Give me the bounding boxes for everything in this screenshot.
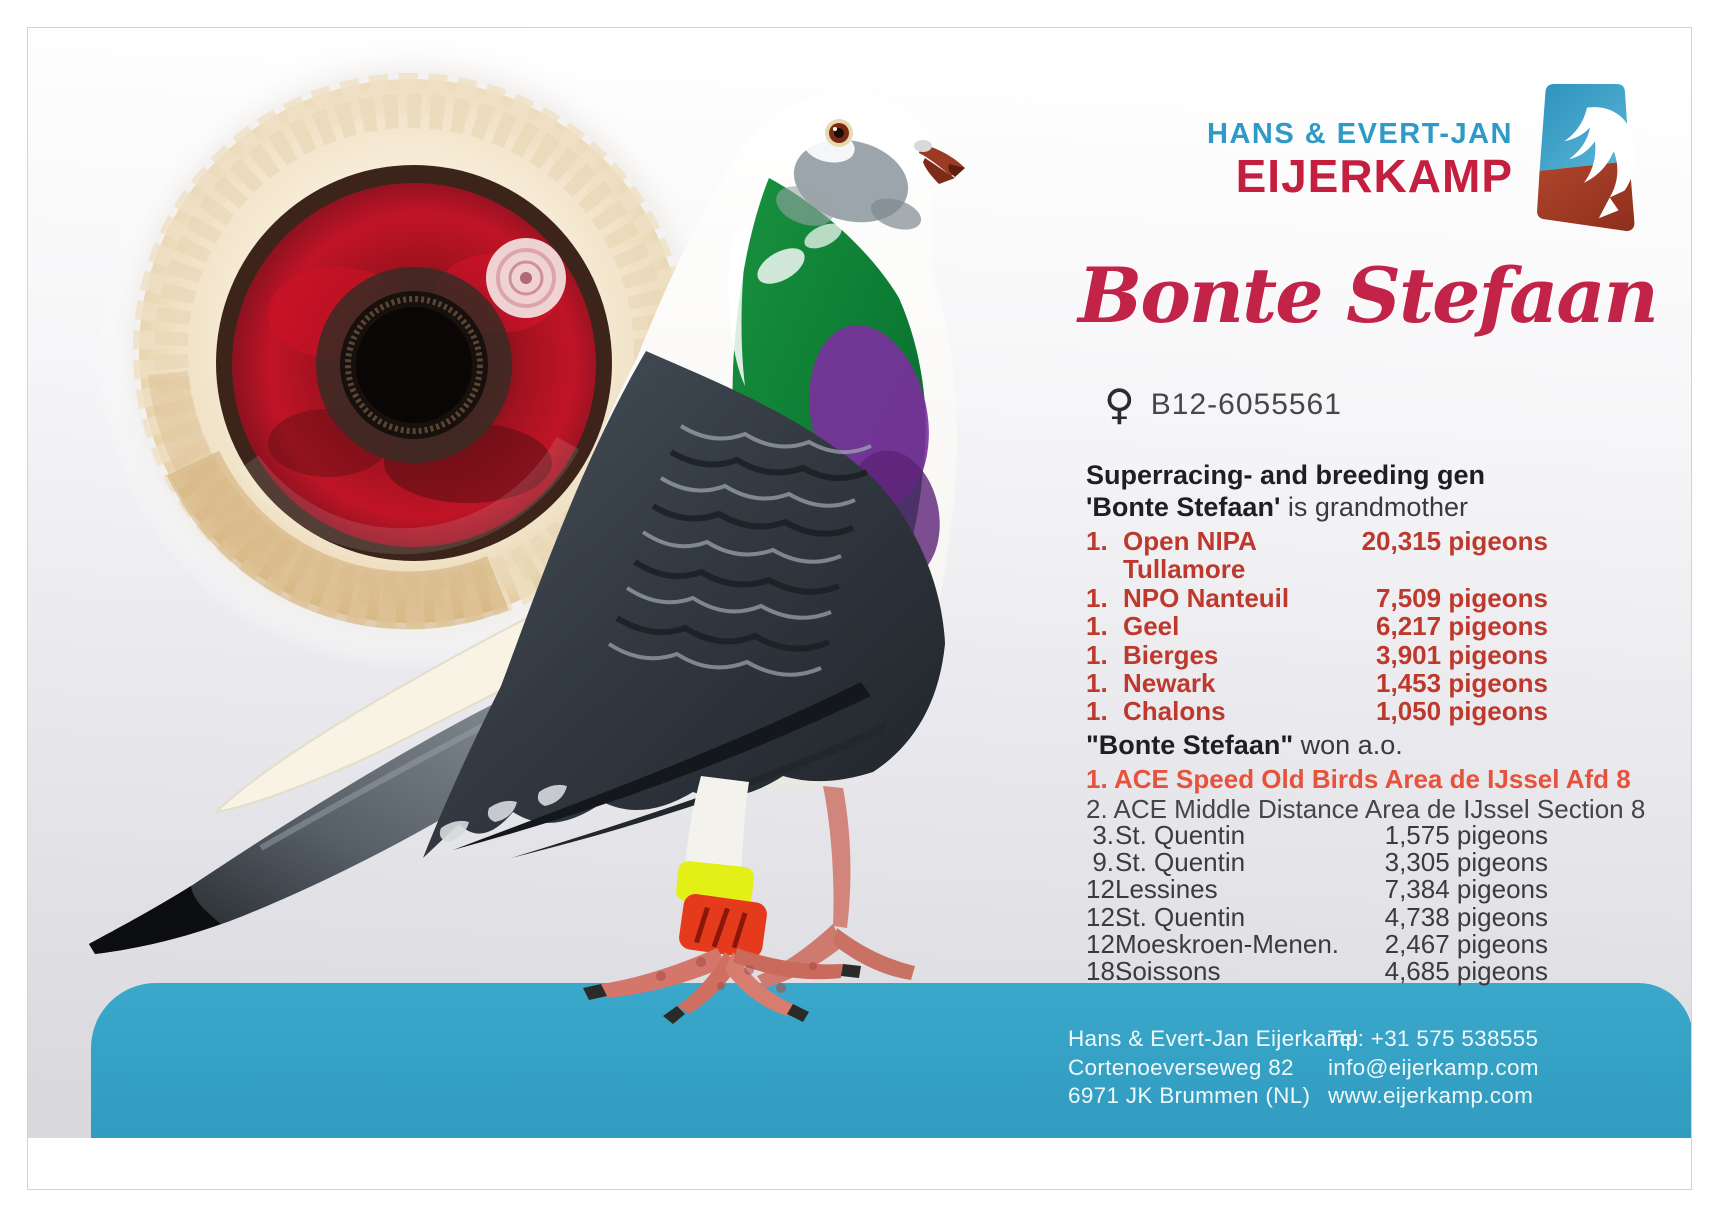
bird-name-title: Bonte Stefaan [1078,251,1657,340]
result-row [1086,612,1548,640]
result-rank: 1. [1086,582,1108,613]
result-race: Chalons [1123,696,1226,727]
result-rank: 1. [1086,639,1108,670]
result-row [1086,958,1548,985]
result-count: 1,453 pigeons [1376,668,1548,699]
footer-company-name: Hans & Evert-Jan Eijerkamp [1068,1026,1359,1051]
intro-text [1078,459,1548,523]
result-count: 1,575 pigeons [1384,820,1548,850]
ring-number-row [1078,380,1548,430]
result-row [1086,697,1548,725]
result-row [1086,876,1548,903]
won-heading [1078,730,1548,761]
result-race: Lessines [1115,874,1218,905]
intro-line2 [1086,491,1548,523]
result-rank: 1. [1086,526,1108,556]
result-rank: 9. [1092,847,1114,878]
result-race: St. Quentin [1115,847,1246,878]
intro-line2-bold: 'Bonte Stefaan' [1086,492,1281,522]
result-race: Newark [1123,668,1216,699]
result-race: St. Quentin [1115,901,1246,932]
result-count: 7,384 pigeons [1384,874,1548,905]
result-rank: 1. [1086,668,1108,699]
dove-flag-icon [1529,80,1641,238]
ace-title-2: 2. ACE Middle Distance Area de IJssel Section 8 [1086,794,1646,824]
brand-logo [1207,80,1641,238]
own-results-list [1078,822,1548,985]
footer-phone: Tel: +31 575 538555 [1328,1026,1539,1051]
footer-website: www.eijerkamp.com [1328,1083,1534,1108]
result-row [1086,669,1548,697]
grandchildren-results-list [1078,527,1548,726]
result-row [1086,901,1548,932]
result-count: 4,685 pigeons [1384,956,1548,987]
result-rank: 18. [1086,956,1123,987]
result-count: 6,217 pigeons [1376,611,1548,642]
result-count: 1,050 pigeons [1376,696,1548,727]
result-row [1086,928,1548,959]
intro-line2-rest: is grandmother [1280,492,1468,522]
result-rank: 1. [1086,611,1108,642]
ace-title-1: 1. ACE Speed Old Birds Area de IJssel Afd 8 [1086,764,1631,794]
brand-logo-text [1207,117,1513,202]
result-row [1086,584,1548,612]
result-race: Open NIPA Tullamore [1123,526,1256,585]
ring-number: B12-6055561 [1150,388,1342,421]
bird-info-panel [1078,240,1657,1010]
result-rank: 1. [1086,696,1108,727]
female-symbol-icon: ♀ [1104,380,1135,429]
intro-line1: Superracing- and breeding gen [1086,460,1486,490]
result-race: Soissons [1115,956,1221,987]
result-rank: 12. [1086,874,1123,905]
result-count: 3,901 pigeons [1376,639,1548,670]
footer-street: Cortenoeverseweg 82 [1068,1054,1294,1080]
brand-name-line1: HANS & EVERT-JAN [1207,117,1513,150]
result-rank: 12. [1086,901,1123,932]
result-row [1086,641,1548,669]
result-count: 7,509 pigeons [1376,582,1548,613]
result-row [1086,849,1548,876]
result-rank: 3. [1092,820,1114,850]
result-race: Moeskroen-Menen. [1115,928,1339,959]
footer-contact-block [1328,1025,1539,1111]
footer-address-block [1068,1025,1358,1111]
result-count: 2,467 pigeons [1384,928,1548,959]
result-count: 3,305 pigeons [1384,847,1548,878]
won-heading-bold: "Bonte Stefaan" [1086,730,1294,760]
won-heading-rest: won a.o. [1293,730,1403,760]
result-race: Bierges [1123,639,1219,670]
pigeon-illustration [81,86,981,1061]
pigeon-photo [81,86,981,1061]
result-race: Geel [1123,611,1180,642]
result-count: 4,738 pigeons [1384,901,1548,932]
result-row [1086,822,1548,849]
result-row [1086,527,1548,584]
footer-email: info@eijerkamp.com [1328,1054,1539,1080]
brand-name-line2: EIJERKAMP [1235,149,1513,202]
card-bottom-margin [28,1138,1691,1190]
pedigree-card [27,27,1692,1190]
result-race: NPO Nanteuil [1123,582,1290,613]
result-race: St. Quentin [1115,820,1246,850]
result-rank: 12. [1086,928,1123,959]
result-count: 20,315 pigeons [1361,526,1548,556]
footer-city: 6971 JK Brummen (NL) [1068,1083,1311,1108]
